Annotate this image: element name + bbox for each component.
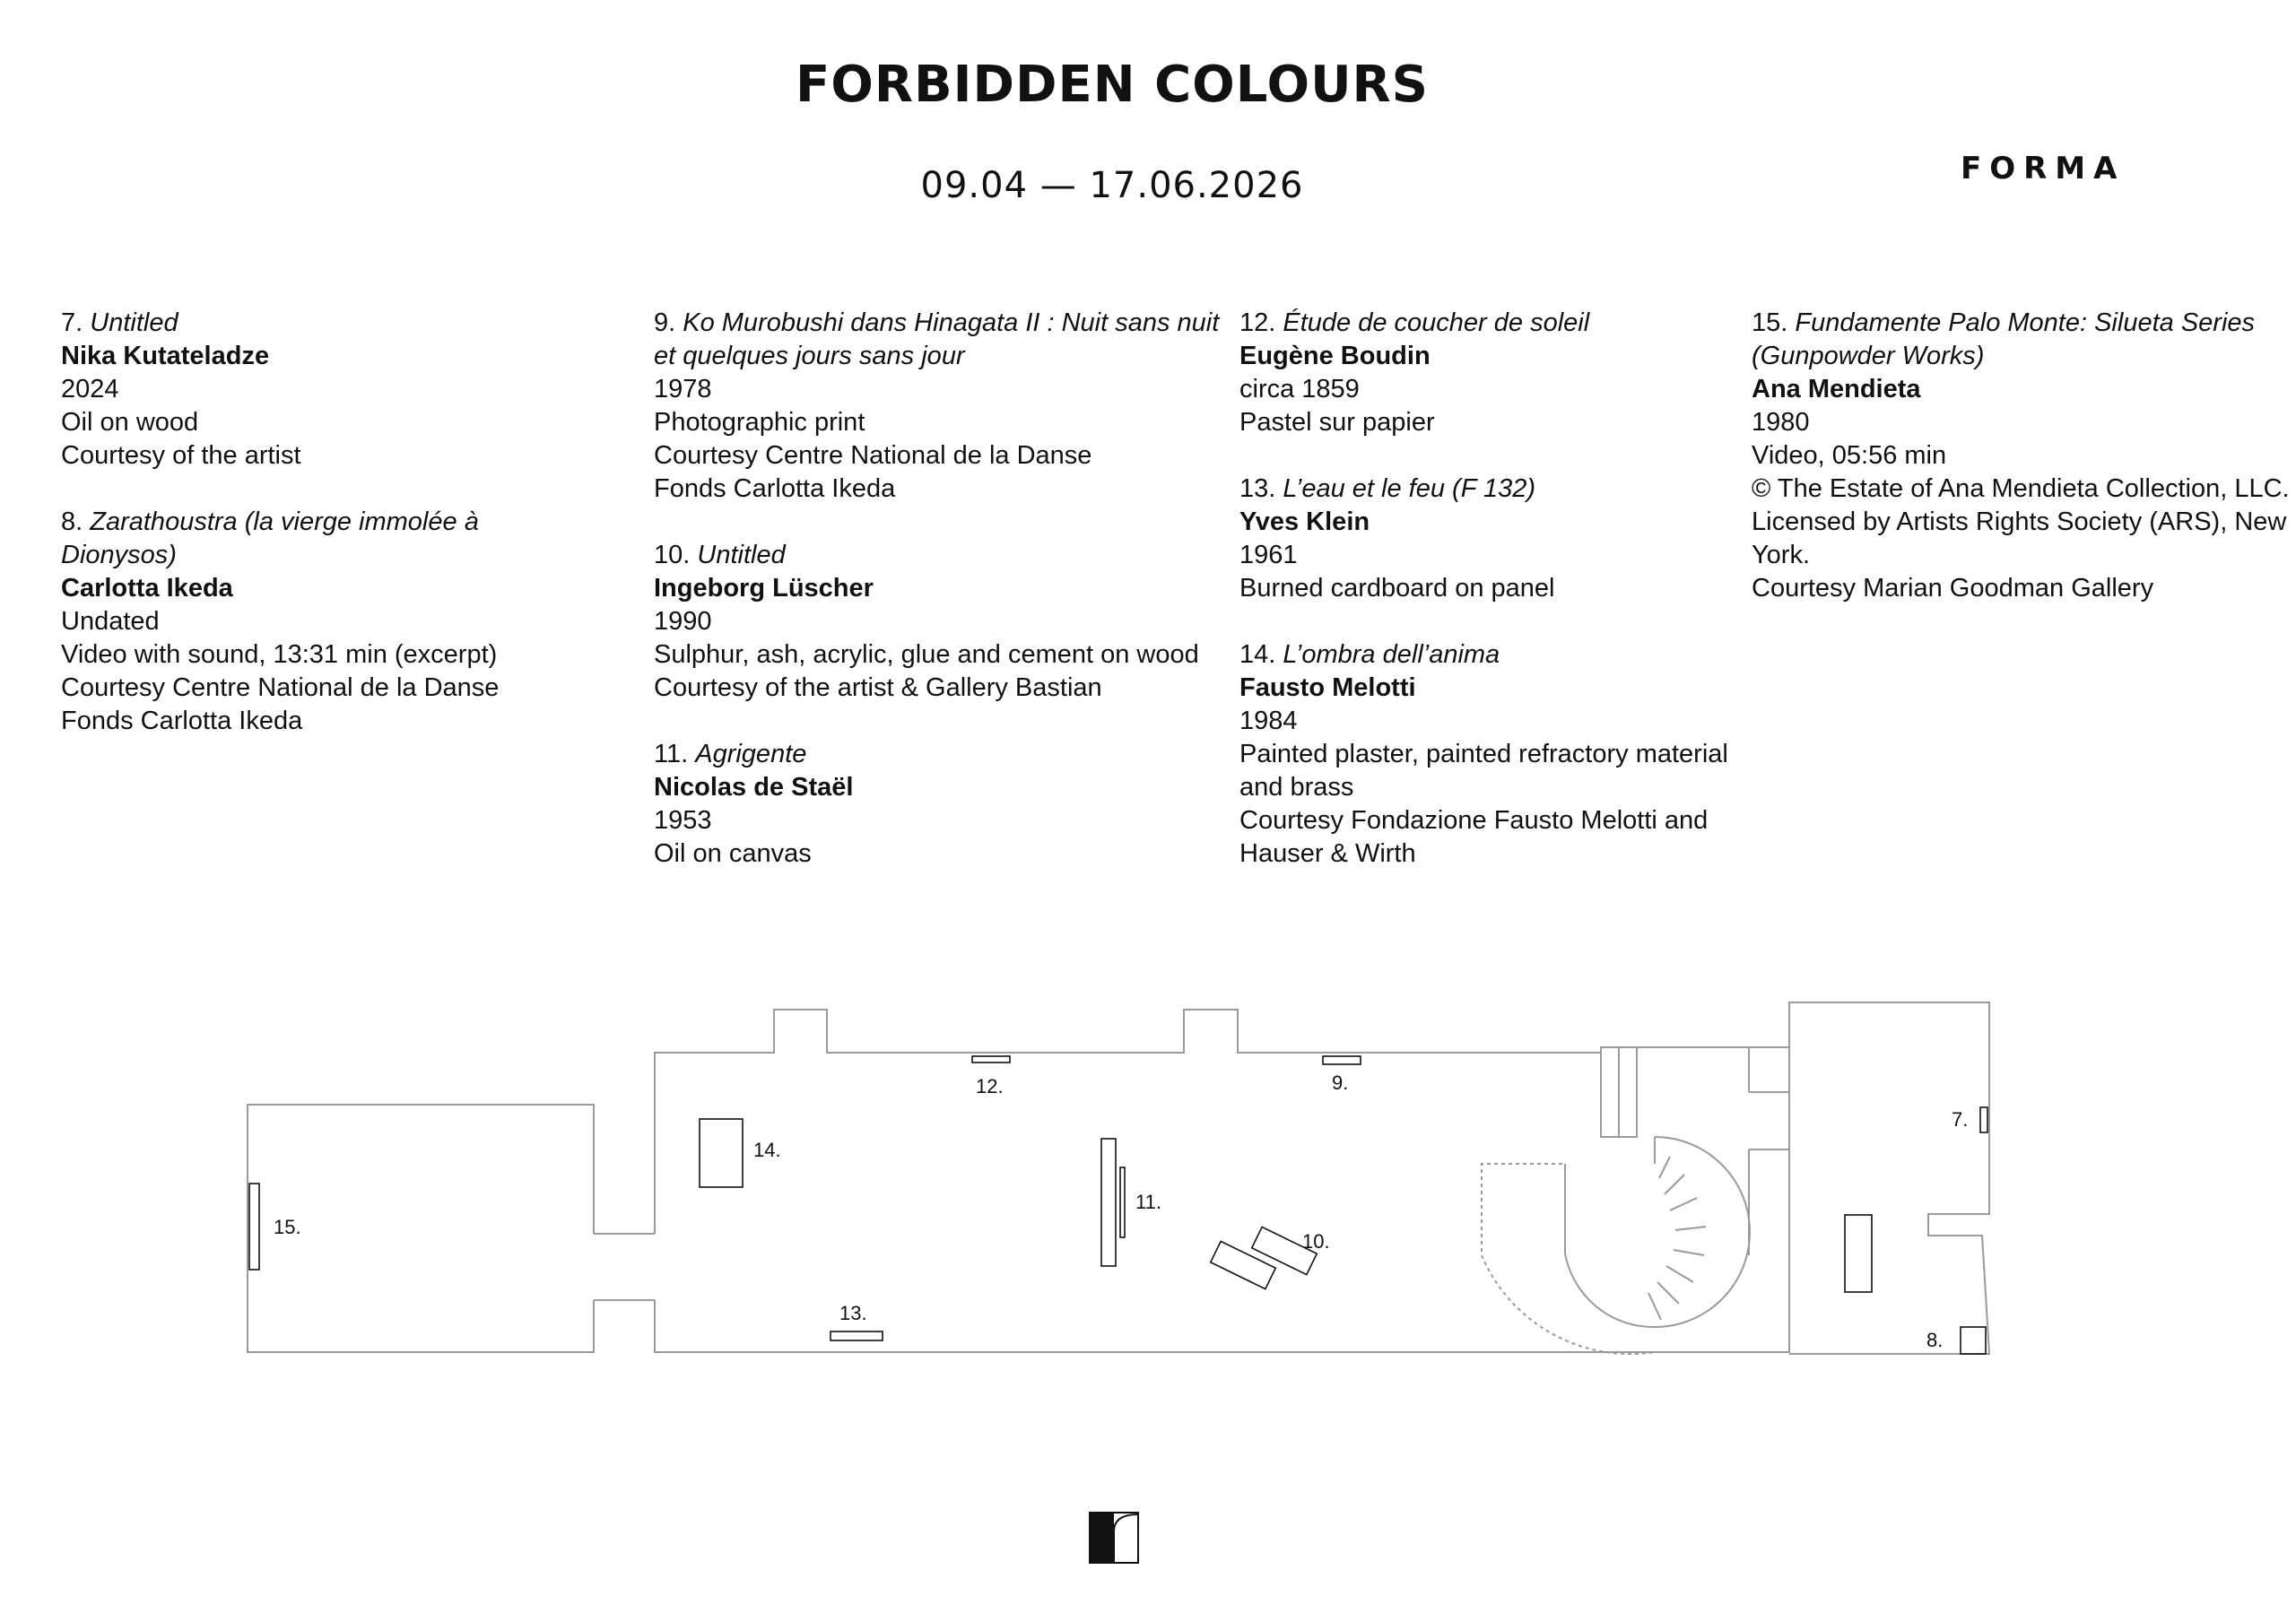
artwork-heading bbox=[654, 539, 1237, 572]
artwork-artist: Nika Kutateladze bbox=[61, 342, 270, 370]
artwork-list-column-4 bbox=[1752, 307, 2290, 638]
gallery-floor-plan bbox=[0, 986, 2296, 1417]
artwork-detail: Oil on wood bbox=[61, 408, 199, 437]
floorplan-label-7: 7. bbox=[1952, 1108, 1969, 1131]
floorplan-stair bbox=[1655, 1137, 1750, 1327]
artwork-title: Zarathoustra (la vierge immolée à Dionysos) bbox=[61, 507, 479, 569]
brand-logo-text: FORMA bbox=[1961, 151, 2126, 186]
artwork-number: 15. bbox=[1752, 308, 1788, 337]
artwork-artist: Fausto Melotti bbox=[1239, 673, 1416, 702]
artwork-marker-plinth bbox=[1845, 1215, 1872, 1292]
artwork-detail: 2024 bbox=[61, 375, 119, 403]
artwork-heading bbox=[1239, 638, 1742, 672]
artwork-detail: Undated bbox=[61, 607, 160, 636]
artwork-number: 13. bbox=[1239, 474, 1276, 503]
artwork-detail: 1990 bbox=[654, 607, 712, 636]
artwork-list-column-2 bbox=[654, 307, 1237, 904]
artwork-heading bbox=[654, 738, 1237, 771]
artwork-artist: Ana Mendieta bbox=[1752, 375, 1921, 403]
artwork-entry-8 bbox=[61, 506, 590, 738]
artwork-artist: Yves Klein bbox=[1239, 507, 1370, 536]
floorplan-label-13: 13. bbox=[839, 1302, 867, 1324]
artwork-title: Ko Murobushi dans Hinagata II : Nuit sans nuit et quelques jours sans jour bbox=[654, 308, 1220, 370]
artwork-list-column-3 bbox=[1239, 307, 1742, 904]
artwork-marker-13 bbox=[831, 1331, 883, 1340]
artwork-marker-9 bbox=[1323, 1056, 1361, 1064]
artwork-detail: Pastel sur papier bbox=[1239, 408, 1435, 437]
artwork-detail: 1978 bbox=[654, 375, 712, 403]
floorplan-stair bbox=[1648, 1137, 1706, 1320]
artwork-detail: 1980 bbox=[1752, 408, 1810, 437]
artwork-list-column-1 bbox=[61, 307, 590, 771]
artwork-number: 14. bbox=[1239, 640, 1276, 669]
artwork-heading bbox=[1239, 473, 1742, 506]
artwork-entry-7 bbox=[61, 307, 590, 473]
artwork-detail: Courtesy Fondazione Fausto Melotti and Hauser & Wirth bbox=[1239, 806, 1709, 868]
artwork-detail: Courtesy Marian Goodman Gallery bbox=[1752, 574, 2154, 603]
floorplan-label-14: 14. bbox=[753, 1139, 781, 1161]
floorplan-stair bbox=[1565, 1164, 1655, 1327]
artwork-artist: Ingeborg Lüscher bbox=[654, 574, 874, 603]
artwork-marker-7 bbox=[1980, 1107, 1987, 1132]
exhibition-dates: 09.04 — 17.06.2026 bbox=[920, 165, 1304, 206]
artwork-title: Étude de coucher de soleil bbox=[1283, 308, 1590, 337]
floorplan-stair bbox=[1482, 1164, 1655, 1354]
artwork-detail: Photographic print bbox=[654, 408, 865, 437]
floorplan-label-15: 15. bbox=[274, 1216, 301, 1238]
artwork-marker-8 bbox=[1961, 1327, 1986, 1354]
artwork-artist: Nicolas de Staël bbox=[654, 773, 854, 802]
floorplan-label-9: 9. bbox=[1332, 1071, 1349, 1094]
artwork-marker-11b bbox=[1120, 1167, 1125, 1237]
floorplan-label-10: 10. bbox=[1302, 1230, 1330, 1253]
floorplan-label-12: 12. bbox=[976, 1075, 1004, 1097]
artwork-detail: 1953 bbox=[654, 806, 712, 835]
floorplan-wall bbox=[1789, 1002, 1989, 1354]
artwork-entry-12 bbox=[1239, 307, 1742, 439]
artwork-title: Agrigente bbox=[695, 740, 807, 768]
artwork-detail: Courtesy Centre National de la Danse bbox=[61, 673, 500, 702]
artwork-artist: Eugène Boudin bbox=[1239, 342, 1431, 370]
artwork-marker-11 bbox=[1101, 1139, 1116, 1266]
artwork-detail: Courtesy of the artist bbox=[61, 441, 301, 470]
artwork-detail: Oil on canvas bbox=[654, 839, 812, 868]
artwork-detail: Fonds Carlotta Ikeda bbox=[61, 707, 303, 735]
artwork-detail: circa 1859 bbox=[1239, 375, 1360, 403]
artwork-detail: Courtesy Centre National de la Danse bbox=[654, 441, 1092, 470]
artwork-detail: Video with sound, 13:31 min (excerpt) bbox=[61, 640, 498, 669]
artwork-detail: 1984 bbox=[1239, 707, 1298, 735]
artwork-number: 7. bbox=[61, 308, 83, 337]
artwork-detail: Video, 05:56 min bbox=[1752, 441, 1947, 470]
artwork-number: 8. bbox=[61, 507, 83, 536]
artwork-artist: Carlotta Ikeda bbox=[61, 574, 233, 603]
artwork-title: Untitled bbox=[697, 541, 786, 569]
artwork-detail: Burned cardboard on panel bbox=[1239, 574, 1555, 603]
artwork-detail: 1961 bbox=[1239, 541, 1298, 569]
artwork-detail: Fonds Carlotta Ikeda bbox=[654, 474, 896, 503]
artwork-marker-15 bbox=[249, 1184, 259, 1270]
exhibition-title: FORBIDDEN COLOURS bbox=[795, 56, 1429, 114]
artwork-number: 10. bbox=[654, 541, 691, 569]
artwork-heading bbox=[61, 506, 590, 572]
artwork-heading bbox=[61, 307, 590, 340]
floorplan-wall bbox=[594, 1234, 655, 1300]
artwork-title: Untitled bbox=[90, 308, 178, 337]
venue-logo-icon bbox=[1089, 1512, 1139, 1564]
artwork-number: 9. bbox=[654, 308, 676, 337]
artwork-number: 12. bbox=[1239, 308, 1276, 337]
floorplan-label-11: 11. bbox=[1135, 1191, 1161, 1213]
artwork-entry-15 bbox=[1752, 307, 2290, 605]
floorplan-label-8: 8. bbox=[1926, 1329, 1944, 1351]
artwork-entry-11 bbox=[654, 738, 1237, 871]
artwork-number: 11. bbox=[654, 740, 689, 768]
artwork-heading bbox=[654, 307, 1237, 373]
artwork-marker-12 bbox=[972, 1056, 1010, 1063]
artwork-detail: Courtesy of the artist & Gallery Bastian bbox=[654, 673, 1102, 702]
artwork-entry-10 bbox=[654, 539, 1237, 705]
artwork-entry-9 bbox=[654, 307, 1237, 506]
floorplan-wall bbox=[1749, 1047, 1789, 1255]
artwork-detail: © The Estate of Ana Mendieta Collection, LLC. Licensed by Artists Rights Society (ARS), New York. bbox=[1752, 474, 2290, 569]
artwork-title: L’eau et le feu (F 132) bbox=[1283, 474, 1535, 503]
artwork-marker-10a bbox=[1211, 1241, 1276, 1288]
artwork-marker-14 bbox=[700, 1119, 743, 1187]
artwork-heading bbox=[1752, 307, 2290, 373]
artwork-title: L’ombra dell’anima bbox=[1283, 640, 1500, 669]
artwork-heading bbox=[1239, 307, 1742, 340]
artwork-entry-13 bbox=[1239, 473, 1742, 605]
artwork-detail: Sulphur, ash, acrylic, glue and cement on wood bbox=[654, 640, 1199, 669]
artwork-title: Fundamente Palo Monte: Silueta Series (Gunpowder Works) bbox=[1752, 308, 2256, 370]
artwork-entry-14 bbox=[1239, 638, 1742, 871]
artwork-detail: Painted plaster, painted refractory material and brass bbox=[1239, 740, 1728, 802]
